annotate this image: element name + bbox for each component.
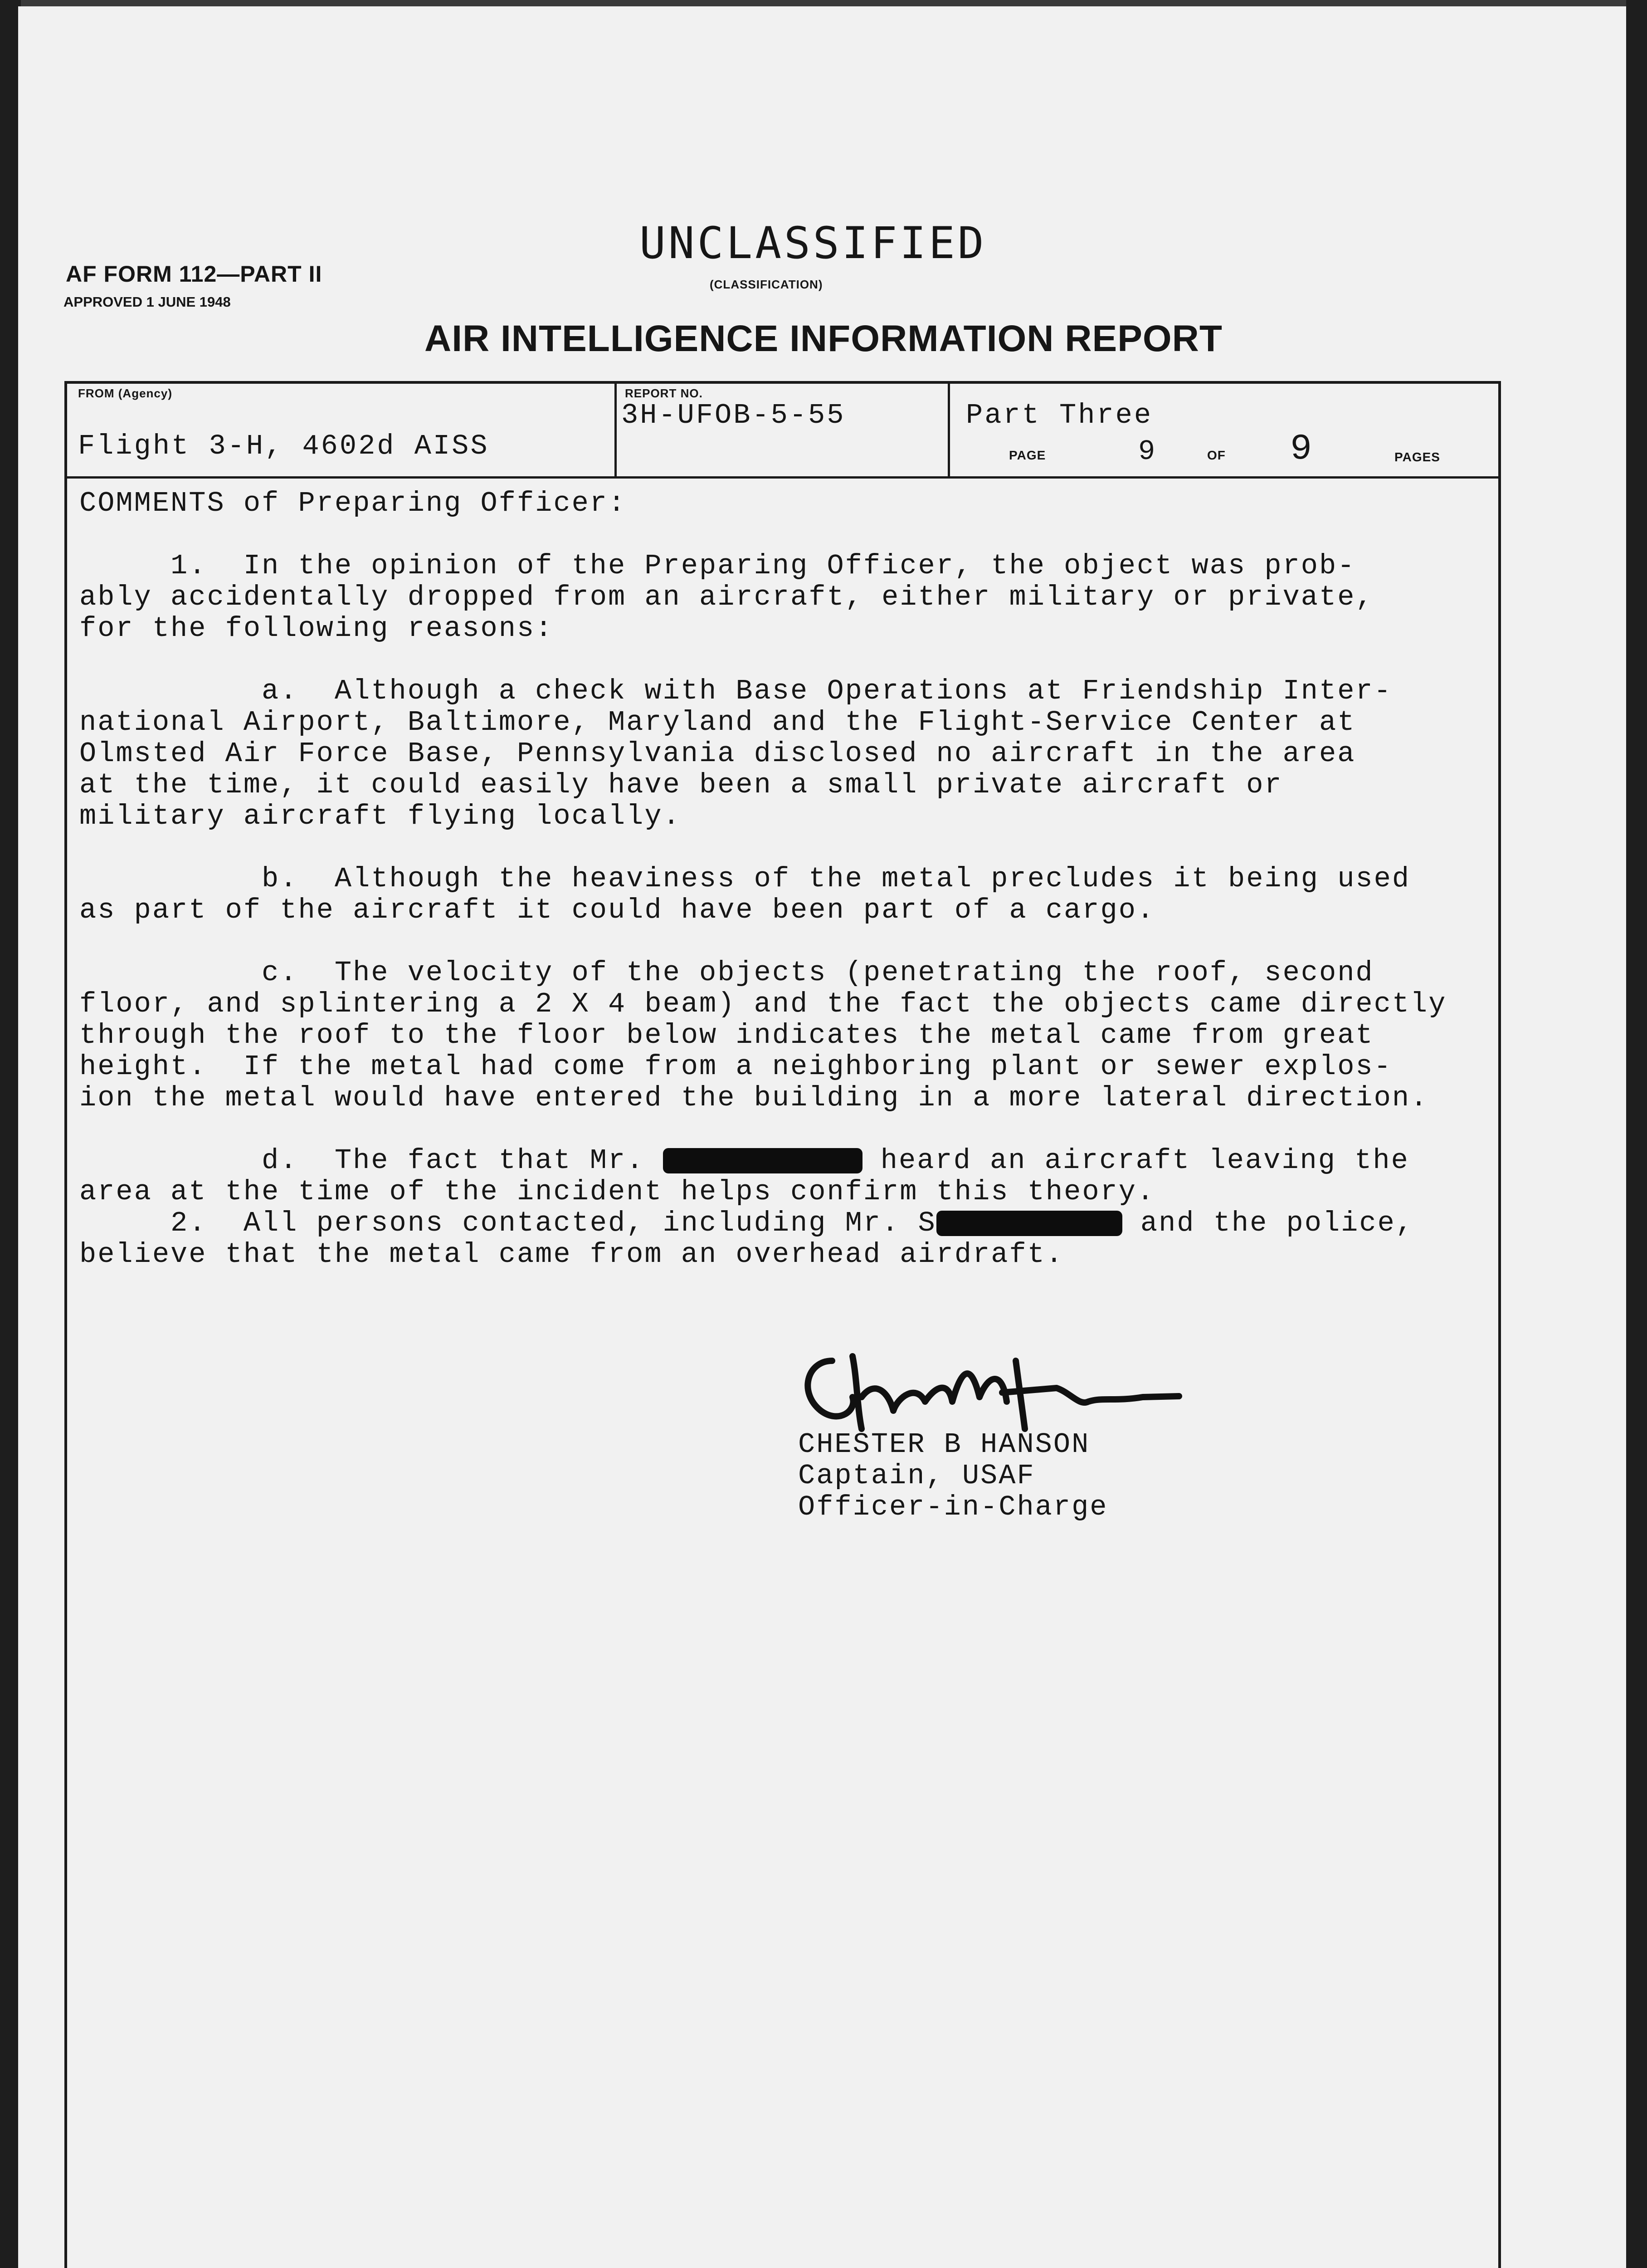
paragraph-c-line: through the roof to the floor below indicates the metal came from great <box>79 1019 1374 1051</box>
paragraph-a-line: national Airport, Baltimore, Maryland and the Flight-Service Center at <box>79 706 1356 738</box>
paragraph-1-line: 1. In the opinion of the Preparing Officer, the object was prob- <box>79 550 1356 582</box>
report-no-value: 3H-UFOB-5-55 <box>621 399 846 431</box>
paragraph-a-line: a. Although a check with Base Operations at Friendship Inter- <box>79 675 1392 707</box>
paragraph-2-line: believe that the metal came from an overhead airdraft. <box>79 1238 1064 1271</box>
paragraph-c-line: floor, and splintering a 2 X 4 beam) and the fact the objects came directly <box>79 988 1447 1020</box>
handwritten-signature <box>789 1343 1188 1442</box>
paragraph-a-line: Olmsted Air Force Base, Pennsylvania disclosed no aircraft in the area <box>79 738 1356 770</box>
page-label: PAGE <box>1009 448 1046 462</box>
of-label: OF <box>1207 448 1226 462</box>
redaction-bar <box>936 1211 1122 1236</box>
signature-block <box>798 1429 1108 1523</box>
form-approved-date: APPROVED 1 JUNE 1948 <box>63 294 231 310</box>
paragraph-d-start: d. The fact that Mr. <box>79 1144 663 1177</box>
paragraph-2-end: and the police, <box>1122 1207 1414 1239</box>
report-no-label: REPORT NO. <box>625 386 703 400</box>
paragraph-d-end: heard an aircraft leaving the <box>862 1144 1409 1177</box>
signer-rank: Captain, USAF <box>798 1460 1035 1492</box>
redaction-bar <box>663 1148 862 1173</box>
pages-label: PAGES <box>1394 450 1440 464</box>
paragraph-b-line: as part of the aircraft it could have been part of a cargo. <box>79 894 1155 926</box>
comments-heading: COMMENTS of Preparing Officer: <box>79 487 627 519</box>
paragraph-c-line: ion the metal would have entered the building in a more lateral direction. <box>79 1082 1429 1114</box>
report-body <box>79 488 1494 1270</box>
paragraph-a-line: at the time, it could easily have been a small private aircraft or <box>79 769 1283 801</box>
header-divider <box>948 381 950 479</box>
paragraph-b-line: b. Although the heaviness of the metal precludes it being used <box>79 863 1411 895</box>
total-pages-handwritten: 9 <box>1290 429 1314 470</box>
paragraph-c-line: c. The velocity of the objects (penetrating the roof, second <box>79 957 1374 989</box>
form-id: AF FORM 112—PART II <box>66 261 322 287</box>
paragraph-a-line: military aircraft flying locally. <box>79 800 681 832</box>
paragraph-2-start: 2. All persons contacted, including Mr. S <box>79 1207 936 1239</box>
signer-position: Officer-in-Charge <box>798 1491 1108 1523</box>
page-value: 9 <box>1138 435 1157 468</box>
signer-name: CHESTER B HANSON <box>798 1428 1090 1461</box>
paragraph-d-line: area at the time of the incident helps confirm this theory. <box>79 1176 1155 1208</box>
paragraph-1-line: ably accidentally dropped from an aircraft, either military or private, <box>79 581 1374 613</box>
paragraph-2-line <box>79 1207 1494 1239</box>
classification-handwritten: UNCLASSIFIED <box>639 218 987 269</box>
paragraph-d-line <box>79 1145 1494 1176</box>
scan-border-top <box>0 0 1647 6</box>
paragraph-c-line: height. If the metal had come from a neighboring plant or sewer explos- <box>79 1051 1392 1083</box>
report-title: AIR INTELLIGENCE INFORMATION REPORT <box>424 318 1223 359</box>
classification-caption: (CLASSIFICATION) <box>710 278 823 291</box>
from-value: Flight 3-H, 4602d AISS <box>78 430 489 462</box>
from-label: FROM (Agency) <box>78 386 172 400</box>
part-value: Part Three <box>966 399 1153 431</box>
header-rule <box>64 476 1501 479</box>
paragraph-1-line: for the following reasons: <box>79 612 554 645</box>
header-divider <box>614 381 617 479</box>
